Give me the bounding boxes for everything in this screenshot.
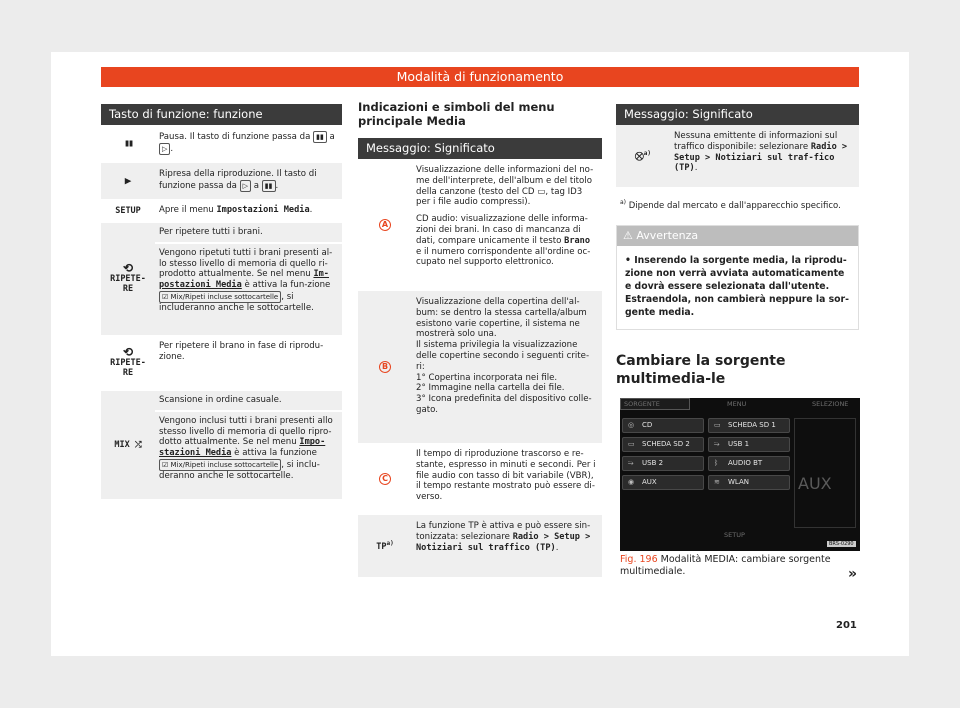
repeat-one-key: ⟲ RIPETE-RE (110, 344, 146, 379)
pause-icon: ▮▮ (123, 137, 133, 149)
repeat-one-icon: ⟲ (122, 344, 134, 359)
row-text: Visualizzazione della copertina dell'al-bum: se dentro la stessa cartella/album esistono varie copertine, il sistema ne mostrerà solo una. Il sistema privilegia la visualizzazione delle copertine secondo i seguenti crite-ri: 1° Copertina incorporata nei file. 2° Immagine nella cartella dei file. 3° Icona predefinita del dispositivo colle-gato. (416, 297, 592, 415)
option-badge: ☑ Mix/Ripeti incluse sottocartelle (159, 459, 281, 471)
tab-selection[interactable]: SELEZIONE (812, 400, 849, 408)
repeat-icon: ⟲ (122, 260, 134, 275)
row-text: Pausa. Il tasto di funzione passa da ▮▮ a ▷ . (159, 132, 335, 154)
media-symbols-section (358, 100, 602, 577)
section-title: Cambiare la sorgente multimedia-le (616, 352, 786, 387)
row-text: Il tempo di riproduzione trascorso e re-stante, espresso in minuti e secondi. Per i file audio con tasso di bit variabile (VBR), il tempo restante mostrato può essere di-verso. (416, 449, 596, 503)
play-icon: ▶ (124, 173, 132, 187)
row-text: Apre il menu Impostazioni Media. (159, 205, 313, 215)
continue-marker: » (848, 566, 858, 582)
row-text: Nessuna emittente di informazioni sul traffico disponibile: selezionare Radio > Setup > Notiziari sul traf-fico (TP). (674, 131, 848, 174)
warning-icon: ⚠ (623, 228, 633, 242)
row-line: Vengono inclusi tutti i brani presenti allo stesso livello di memoria di quello ripro-dotto attualmente. Se nel menu Impo-stazioni Media è attiva la funzione ☑ Mix/Ripeti incluse sottocartelle , si inclu-deranno anche le sottocartelle. (155, 410, 342, 486)
table-row (101, 163, 342, 199)
source-usb1-button[interactable]: ⭇ USB 1 (708, 437, 790, 452)
setup-key: SETUP (115, 205, 141, 216)
table-row (358, 515, 602, 577)
source-cd-button[interactable]: ◎ CD (622, 418, 704, 433)
source-usb2-button[interactable]: ⭇ USB 2 (622, 456, 704, 471)
table-row (101, 335, 342, 391)
table-row (358, 443, 602, 515)
row-line: Per ripetere tutti i brani. (159, 227, 263, 237)
footnote: $^{a)}$ Dipende dal mercato e dall'apparecchio specifico. (620, 199, 841, 211)
row-line: Vengono ripetuti tutti i brani presenti al-lo stesso livello di memoria di quello ri-prodotto attualmente. Se nel menu Im-postazioni Media è attiva la fun-zione ☑ Mix/Ripeti incluse sottocartelle , si includeranno anche le sottocartelle. (155, 242, 342, 318)
warning-text: • Inserendo la sorgente media, la riprodu-zione non verrà avviata automaticamente e dovrà essere selezionata dall'utente. Estraendola, non cambierà neppure la sor-gente media. (625, 254, 849, 318)
page-number: 201 (836, 620, 857, 631)
row-text: Ripresa della riproduzione. Il tasto di funzione passa da ▷ a ▮▮ . (159, 169, 317, 191)
option-badge: ☑ Mix/Ripeti incluse sottocartelle (159, 291, 281, 303)
row-text: La funzione TP è attiva e può essere sin-tonizzata: selezionare Radio > Setup > Notiziari sul traffico (TP). (416, 521, 591, 553)
table-heading: Messaggio: Significato (358, 138, 602, 159)
figure-caption: Fig. 196 Modalità MEDIA: cambiare sorgente multimediale. (620, 554, 831, 577)
label-b-icon: B (358, 291, 412, 443)
label-c-icon: C (358, 443, 412, 515)
table-row (101, 391, 342, 499)
tp-key: TP$^{a)}$ (376, 540, 394, 553)
row-line: Scansione in ordine casuale. (159, 395, 282, 405)
infotainment-screen-figure (620, 398, 860, 551)
table-row (358, 159, 602, 291)
section-heading: Indicazioni e simboli del menu principale Media (358, 100, 555, 128)
source-aux-button[interactable]: ◉ AUX (622, 475, 704, 490)
current-source-panel (794, 418, 856, 528)
source-sd1-button[interactable]: ▭ SCHEDA SD 1 (708, 418, 790, 433)
table-row (616, 125, 859, 187)
current-source-label: AUX (798, 474, 832, 493)
repeat-all-key: ⟲ RIPETE-RE (110, 260, 146, 295)
mix-key: MIX ⤮ (114, 439, 142, 450)
row-text (155, 223, 342, 335)
warning-header: ⚠ Avvertenza (617, 226, 858, 246)
shuffle-icon: ⤮ (134, 439, 142, 450)
source-sd2-button[interactable]: ▭ SCHEDA SD 2 (622, 437, 704, 452)
right-column (616, 104, 859, 388)
row-text: Visualizzazione delle informazioni del no-me dell'interprete, dell'album e del titolo della canzone (testo del CD ▭, tag ID3 per i file audio compressi). CD audio: visualizzazione delle informa-zioni dei brani. In caso di mancanza di dati, compare unicamente il testo Brano e il numero corrispondente all'ordine oc-cupato nel supporto elettronico. (416, 165, 594, 268)
tab-menu[interactable]: MENU (727, 400, 747, 408)
table-row (101, 223, 342, 335)
warning-box (616, 225, 859, 330)
setup-button[interactable]: SETUP (724, 531, 745, 539)
table-heading: Tasto di funzione: funzione (101, 104, 342, 125)
label-a-icon: A (358, 159, 412, 291)
table-row (101, 199, 342, 223)
table-row (101, 125, 342, 163)
table-heading: Messaggio: Significato (616, 104, 859, 125)
table-row (358, 291, 602, 443)
source-bt-button[interactable]: ᛒ AUDIO BT (708, 456, 790, 471)
row-text: Per ripetere il brano in fase di riprodu-zione. (159, 341, 324, 362)
page-header: Modalità di funzionamento (101, 67, 859, 87)
function-key-table (101, 104, 342, 499)
row-text (155, 391, 342, 499)
figure-code: BRS-0290 (829, 541, 854, 547)
tab-source[interactable]: SORGENTE (624, 400, 660, 408)
no-tp-icon: ⛒$^{a)}$ (635, 150, 651, 163)
source-wlan-button[interactable]: ≋ WLAN (708, 475, 790, 490)
